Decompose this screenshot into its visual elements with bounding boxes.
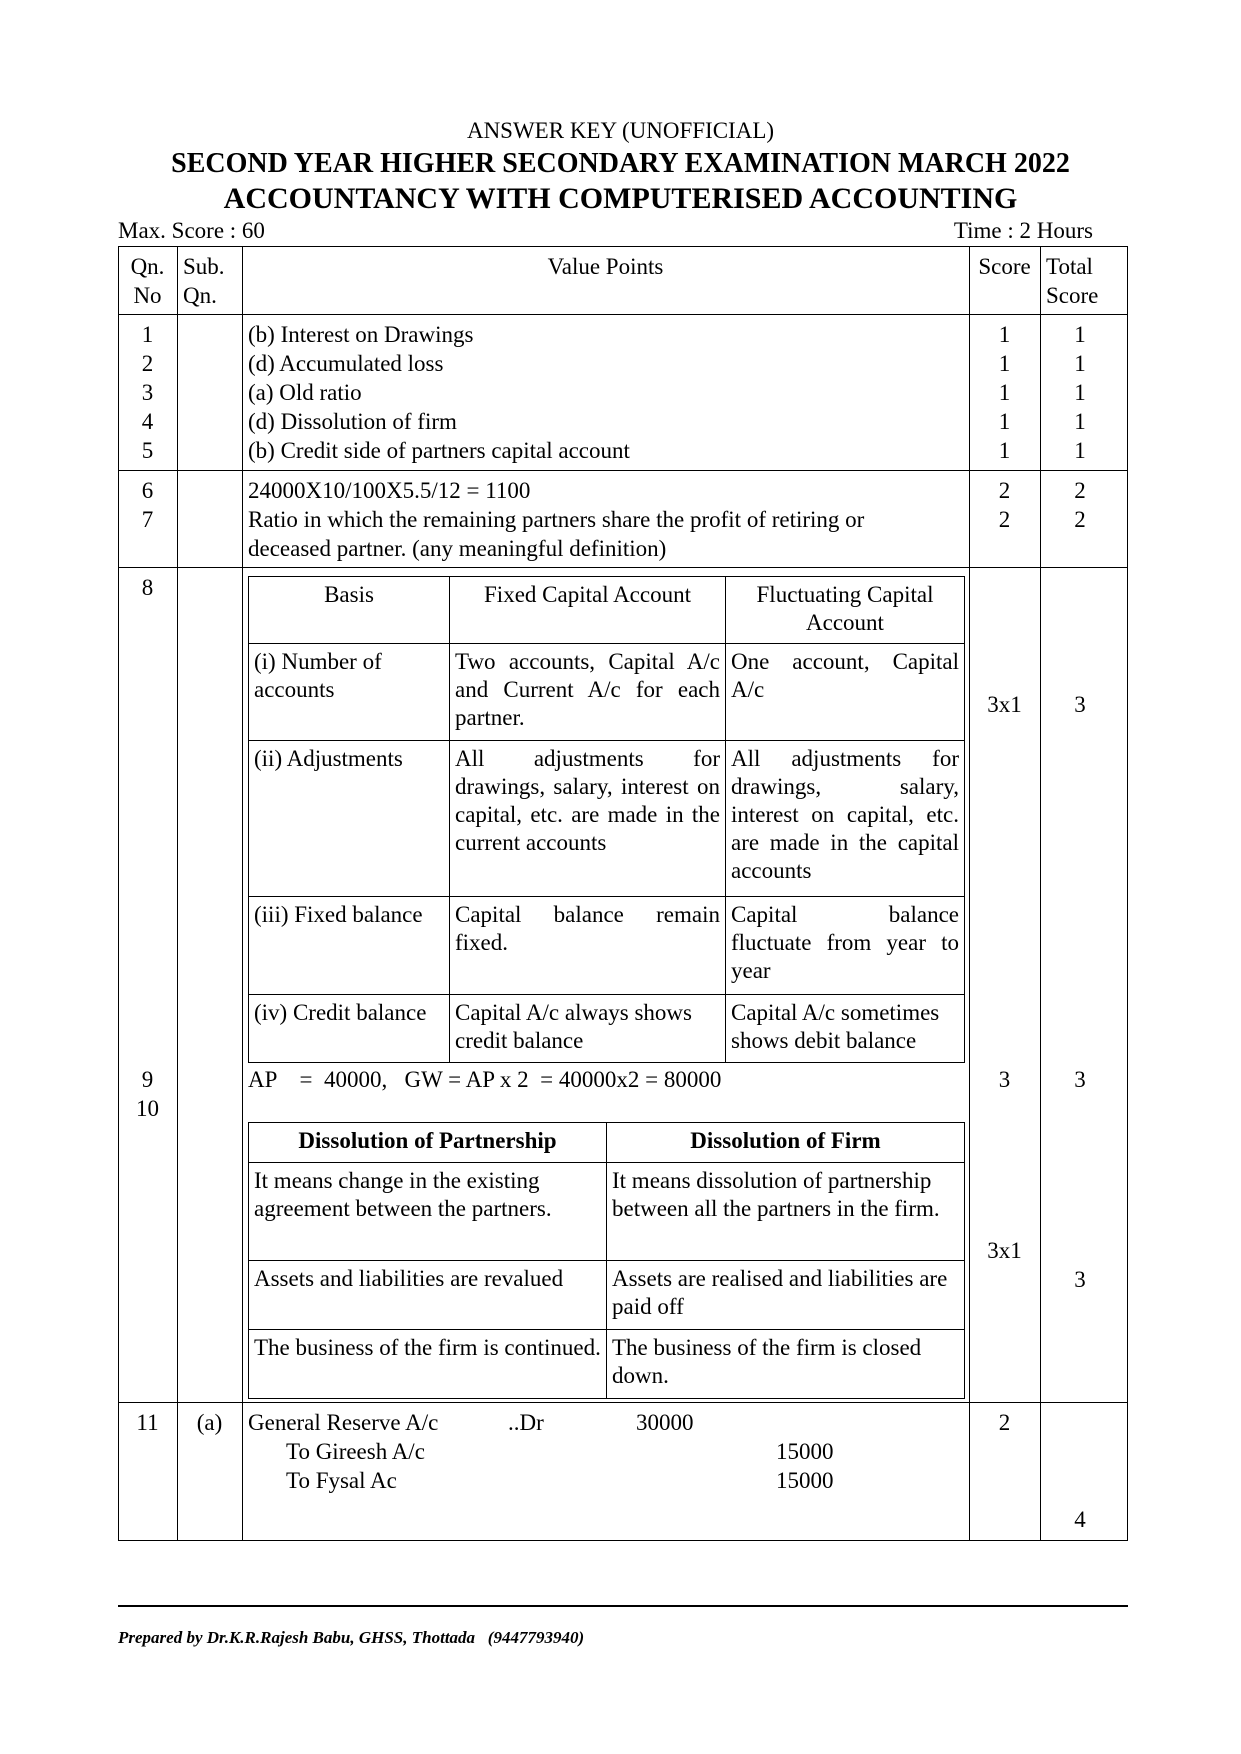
- col-divider-qn: [177, 246, 178, 1541]
- col-header-qn: Qn. No: [130, 254, 165, 308]
- row-divider-q6-7: [118, 567, 1128, 568]
- exam-title: SECOND YEAR HIGHER SECONDARY EXAMINATION MARCH 2022: [171, 148, 1070, 179]
- q10-row-partnership: It means change in the existing agreement between the partners.: [249, 1163, 607, 1261]
- q6-7-answers: [248, 476, 864, 563]
- q8-comparison-table: [248, 576, 965, 1063]
- q10-row-partnership: Assets and liabilities are revalued: [249, 1261, 607, 1330]
- col-header-total: Total Score: [1046, 254, 1099, 308]
- q11-score: 2: [998, 1410, 1011, 1435]
- mcq-scores: 1 1 1 1 1: [998, 322, 1011, 463]
- col-divider-sub: [242, 246, 243, 1541]
- q11-sub: (a): [196, 1410, 223, 1435]
- journal-credit-amount: 15000: [776, 1439, 834, 1464]
- mcq-totals: 1 1 1 1 1: [1074, 322, 1086, 463]
- q8-total: 3: [1074, 692, 1086, 717]
- row-divider-q10: [118, 1402, 1128, 1403]
- q8-score: 3x1: [987, 692, 1022, 717]
- q10-row-firm: It means dissolution of partnership between all the partners in the firm.: [607, 1163, 965, 1261]
- subject-title: ACCOUNTANCY WITH COMPUTERISED ACCOUNTING: [223, 182, 1018, 215]
- q7-answer-line1: Ratio in which the remaining partners share the profit of retiring or: [248, 507, 865, 532]
- q8-row-fluctuating: Capital A/c sometimes shows debit balance: [726, 995, 965, 1063]
- q8-header-fixed: Fixed Capital Account: [450, 577, 726, 644]
- q10-row-firm: The business of the firm is closed down.: [607, 1330, 965, 1399]
- q9-answer: AP = 40000, GW = AP x 2 = 40000x2 = 80000: [248, 1067, 722, 1092]
- q10-total: 3: [1074, 1267, 1086, 1292]
- q9-number: 9: [141, 1067, 154, 1092]
- q8-row-fixed: Capital A/c always shows credit balance: [450, 995, 726, 1063]
- q8-row-basis: (ii) Adjustments: [249, 741, 450, 897]
- q8-row-basis: (iii) Fixed balance: [249, 897, 450, 995]
- q10-header-partnership: Dissolution of Partnership: [249, 1123, 607, 1163]
- journal-credit-account: To Gireesh A/c: [286, 1439, 425, 1464]
- row-divider-header: [118, 314, 1128, 315]
- q8-row-fixed: All adjustments for drawings, salary, interest on capital, etc. are made in the current accounts: [450, 741, 726, 897]
- q8-row-fluctuating: One account, Capital A/c: [726, 644, 965, 741]
- q6-7-numbers: 6 7: [141, 478, 154, 532]
- journal-debit-amount: 30000: [636, 1410, 694, 1435]
- row-divider-mcq: [118, 470, 1128, 471]
- mcq-numbers: 1 2 3 4 5: [141, 322, 154, 463]
- q7-answer-line2: deceased partner. (any meaningful definition): [248, 536, 667, 561]
- q6-7-scores: 2 2: [998, 478, 1011, 532]
- time-allowed: Time : 2 Hours: [953, 218, 1093, 243]
- q10-number: 10: [136, 1096, 159, 1121]
- journal-dr: ..Dr: [508, 1410, 544, 1435]
- max-score: Max. Score : 60: [118, 218, 265, 243]
- answer-key-label: ANSWER KEY (UNOFFICIAL): [466, 118, 775, 143]
- journal-debit-account: General Reserve A/c: [248, 1410, 439, 1435]
- q6-7-totals: 2 2: [1074, 478, 1086, 532]
- footer-rule: [118, 1605, 1128, 1607]
- journal-credit-account: To Fysal Ac: [286, 1468, 397, 1493]
- q8-header-fluctuating: Fluctuating Capital Account: [726, 577, 965, 644]
- q10-row-firm: Assets are realised and liabilities are paid off: [607, 1261, 965, 1330]
- mcq-answers: (b) Interest on Drawings (d) Accumulated loss (a) Old ratio (d) Dissolution of firm (b) Credit side of partners capital account: [248, 322, 630, 463]
- footer-credit: Prepared by Dr.K.R.Rajesh Babu, GHSS, Thottada (9447793940): [118, 1628, 585, 1647]
- col-header-sub: Sub. Qn.: [183, 254, 225, 308]
- q8-number: 8: [141, 575, 154, 600]
- q10-score: 3x1: [987, 1238, 1022, 1263]
- q11-total: 4: [1074, 1507, 1086, 1532]
- q8-row-fluctuating: Capital balance fluctuate from year to year: [726, 897, 965, 995]
- q8-row-fluctuating: All adjustments for drawings, salary, interest on capital, etc. are made in the capital accounts: [726, 741, 965, 897]
- q8-header-basis: Basis: [249, 577, 450, 644]
- q8-row-basis: (i) Number of accounts: [249, 644, 450, 741]
- q11-number: 11: [136, 1410, 159, 1435]
- q8-row-fixed: Capital balance remain fixed.: [450, 897, 726, 995]
- journal-credit-amount: 15000: [776, 1468, 834, 1493]
- q8-row-fixed: Two accounts, Capital A/c and Current A/c for each partner.: [450, 644, 726, 741]
- q6-answer: 24000X10/100X5.5/12 = 1100: [248, 478, 531, 503]
- col-header-value: Value Points: [547, 254, 664, 279]
- q10-comparison-table: [248, 1122, 965, 1399]
- q8-row-basis: (iv) Credit balance: [249, 995, 450, 1063]
- col-header-score: Score: [978, 254, 1031, 279]
- q10-row-partnership: The business of the firm is continued.: [249, 1330, 607, 1399]
- q9-total: 3: [1074, 1067, 1086, 1092]
- q10-header-firm: Dissolution of Firm: [607, 1123, 965, 1163]
- q9-score: 3: [998, 1067, 1011, 1092]
